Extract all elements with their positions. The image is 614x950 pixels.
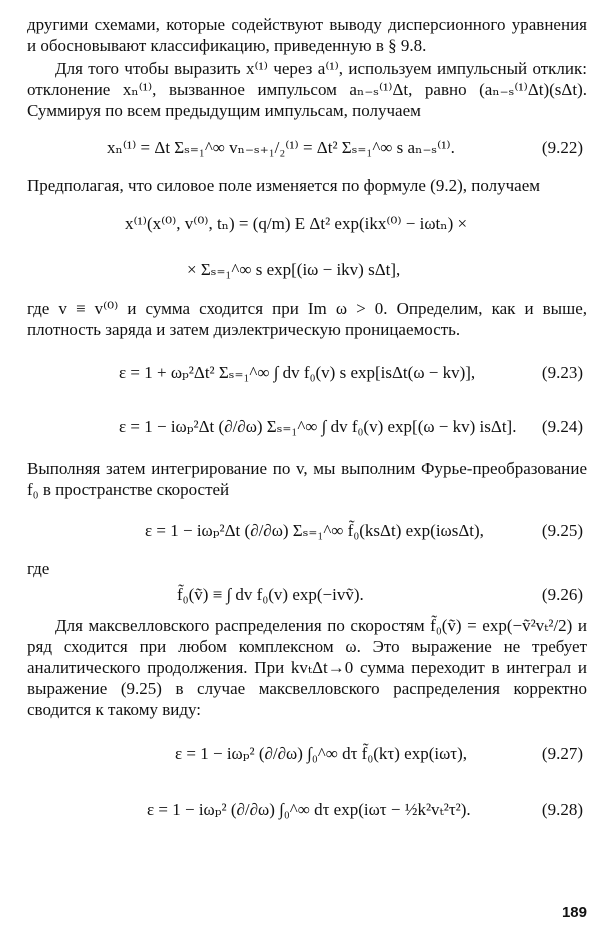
equation-9-26 <box>27 579 587 611</box>
paragraph-where: где <box>27 559 50 578</box>
equation-9-24-number: (9.24) <box>541 417 583 436</box>
paragraph-intro: другими схемами, которые содействуют выводу дисперсионного уравнения и обосновывают классификацию, приведенную в § 9.8. <box>27 15 587 55</box>
paragraph-force-field: Предполагая, что силовое поле изменяется по формуле (9.2), получаем <box>27 176 540 195</box>
equation-9-23-number: (9.23) <box>541 363 583 382</box>
equation-9-28-expr: ε = 1 − iωₚ² (∂/∂ω) ∫₀^∞ dτ exp(iωτ − ½k²vₜ²τ²). <box>147 800 471 819</box>
equation-9-27-number: (9.27) <box>541 744 583 763</box>
paragraph-fourier: Выполняя затем интегрирование по v, мы выполним Фурье-преобразование f₀ в пространстве скоростей <box>27 459 587 499</box>
equation-9-27 <box>27 734 587 774</box>
equation-force-line1-expr: x⁽¹⁾(x⁽⁰⁾, v⁽⁰⁾, tₙ) = (q/m) E Δt² exp(ikx⁽⁰⁾ − iωtₙ) × <box>125 214 468 233</box>
equation-9-27-expr: ε = 1 − iωₚ² (∂/∂ω) ∫₀^∞ dτ f̃₀(kτ) exp(iωτ), <box>175 744 468 763</box>
equation-force-line1 <box>27 204 587 244</box>
paragraph-charge-density: где v ≡ v⁽⁰⁾ и сумма сходится при Im ω > 0. Определим, как и выше, плотность заряда и затем диэлектрическую проницаемость. <box>27 299 587 339</box>
equation-9-26-number: (9.26) <box>541 585 583 604</box>
paragraph-impulse-response: Для того чтобы выразить x⁽¹⁾ через a⁽¹⁾, используем импульсный отклик: отклонение xₙ⁽¹⁾, вызванное импульсом aₙ₋ₛ⁽¹⁾Δt, равно (aₙ₋ₛ⁽¹⁾Δt)(sΔt). Суммируя по всем предыдущим импульсам, получаем <box>27 59 587 120</box>
equation-9-22 <box>27 127 587 169</box>
equation-9-25-expr: ε = 1 − iωₚ²Δt (∂/∂ω) Σₛ₌₁^∞ f̃₀(ksΔt) exp(iωsΔt), <box>145 521 484 540</box>
equation-9-23 <box>27 352 587 394</box>
page-number: 189 <box>561 904 587 921</box>
equation-9-28-number: (9.28) <box>541 800 583 819</box>
equation-9-25-number: (9.25) <box>541 521 583 540</box>
equation-9-22-number: (9.22) <box>541 138 583 157</box>
equation-9-28 <box>27 790 587 830</box>
equation-force-line2-expr: × Σₛ₌₁^∞ s exp[(iω − ikv) sΔt], <box>187 260 401 279</box>
equation-9-22-expr: xₙ⁽¹⁾ = Δt Σₛ₌₁^∞ vₙ₋ₛ₊₁/₂⁽¹⁾ = Δt² Σₛ₌₁^∞ s aₙ₋ₛ⁽¹⁾. <box>107 138 455 157</box>
paragraph-maxwell: Для максвелловского распределения по скоростям f̃₀(ṽ) = exp(−ṽ²vₜ²/2) и ряд сходится при любом комплексном ω. Это выражение не требует аналитического продолжения. При kvₜΔt→0 сумма переходит в интеграл и выражение (9.25) в случае максвелловского распределения корректно сводится к такому виду: <box>27 616 587 719</box>
equation-9-25 <box>27 510 587 552</box>
equation-9-26-expr: f̃₀(ṽ) ≡ ∫ dv f₀(v) exp(−ivṽ). <box>177 585 364 604</box>
equation-9-23-expr: ε = 1 + ωₚ²Δt² Σₛ₌₁^∞ ∫ dv f₀(v) s exp[isΔt(ω − kv)], <box>119 363 476 382</box>
equation-9-24 <box>27 406 587 448</box>
equation-9-24-expr: ε = 1 − iωₚ²Δt (∂/∂ω) Σₛ₌₁^∞ ∫ dv f₀(v) exp[(ω − kv) isΔt]. <box>119 417 517 436</box>
equation-force-line2 <box>27 248 587 292</box>
book-page <box>27 14 587 830</box>
